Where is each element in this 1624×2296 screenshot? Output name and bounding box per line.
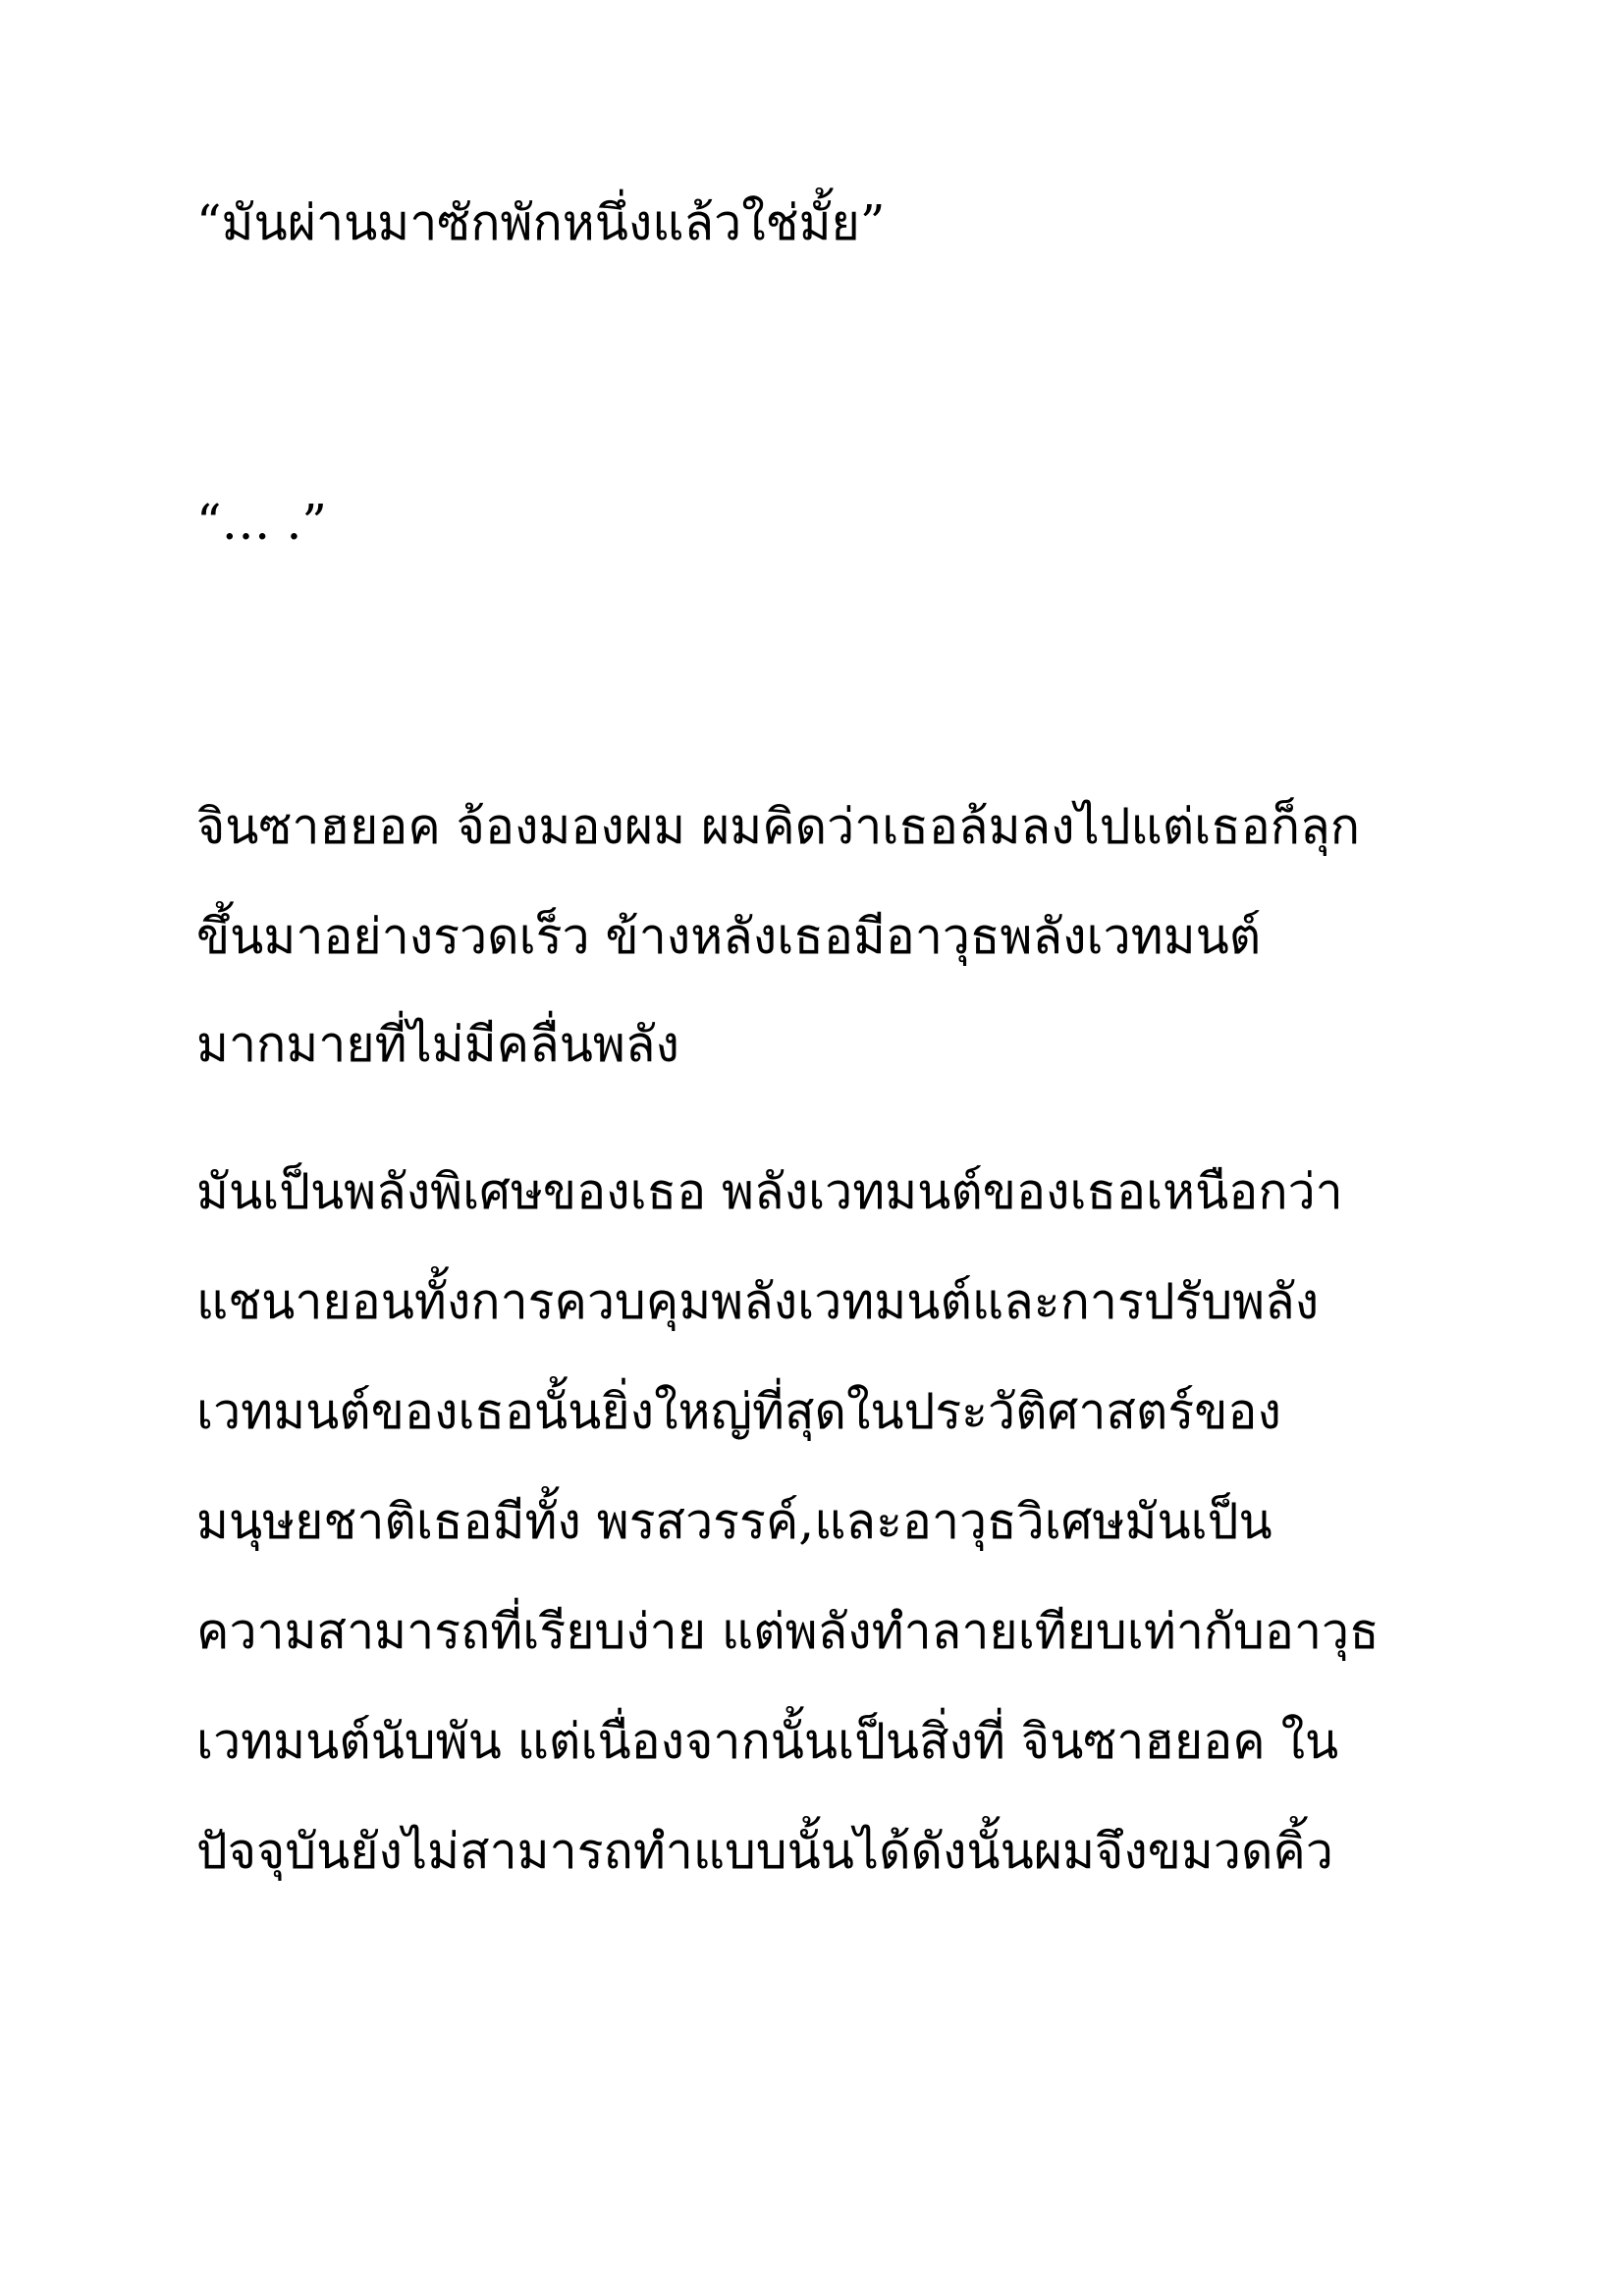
paragraph-1-line-2: ขึ้นมาอย่างรวดเร็ว ข้างหลังเธอมีอาวุธพลังเวทมนต์ <box>196 908 1262 965</box>
paragraph-2-line-2: แชนายอนทั้งการควบคุมพลังเวทมนต์และการปรับพลัง <box>196 1273 1320 1330</box>
paragraph-2-line-4: มนุษยชาติเธอมีทั้ง พรสวรรค์,และอาวุธวิเศษมันเป็น <box>196 1493 1272 1550</box>
paragraph-1-line-1: จินซาฮยอค จ้องมองผม ผมคิดว่าเธอล้มลงไปแต่เธอก็ลุก <box>196 798 1360 855</box>
paragraph-2-line-5: ความสามารถที่เรียบง่าย แต่พลังทำลายเทียบเท่ากับอาวุธ <box>196 1603 1380 1660</box>
paragraph-2-line-6: เวทมนต์นับพัน แต่เนื่องจากนั้นเป็นสิ่งที่ จินซาฮยอค ใน <box>196 1713 1339 1770</box>
dialogue-line-1: “มันผ่านมาซักพักหนึ่งแล้วใช่มั้ย” <box>196 194 886 251</box>
paragraph-2-line-7: ปัจจุบันยังไม่สามารถทำแบบนั้นได้ดังนั้นผมจึงขมวดคิ้ว <box>196 1823 1333 1880</box>
paragraph-2-line-3: เวทมนต์ของเธอนั้นยิ่งใหญ่ที่สุดในประวัติศาสตร์ของ <box>196 1383 1281 1440</box>
paragraph-1-line-3: มากมายที่ไม่มีคลื่นพลัง <box>196 1016 679 1073</box>
paragraph-2-line-1: มันเป็นพลังพิเศษของเธอ พลังเวทมนต์ของเธอเหนือกว่า <box>196 1163 1343 1220</box>
dialogue-line-2: “… .” <box>196 494 327 551</box>
